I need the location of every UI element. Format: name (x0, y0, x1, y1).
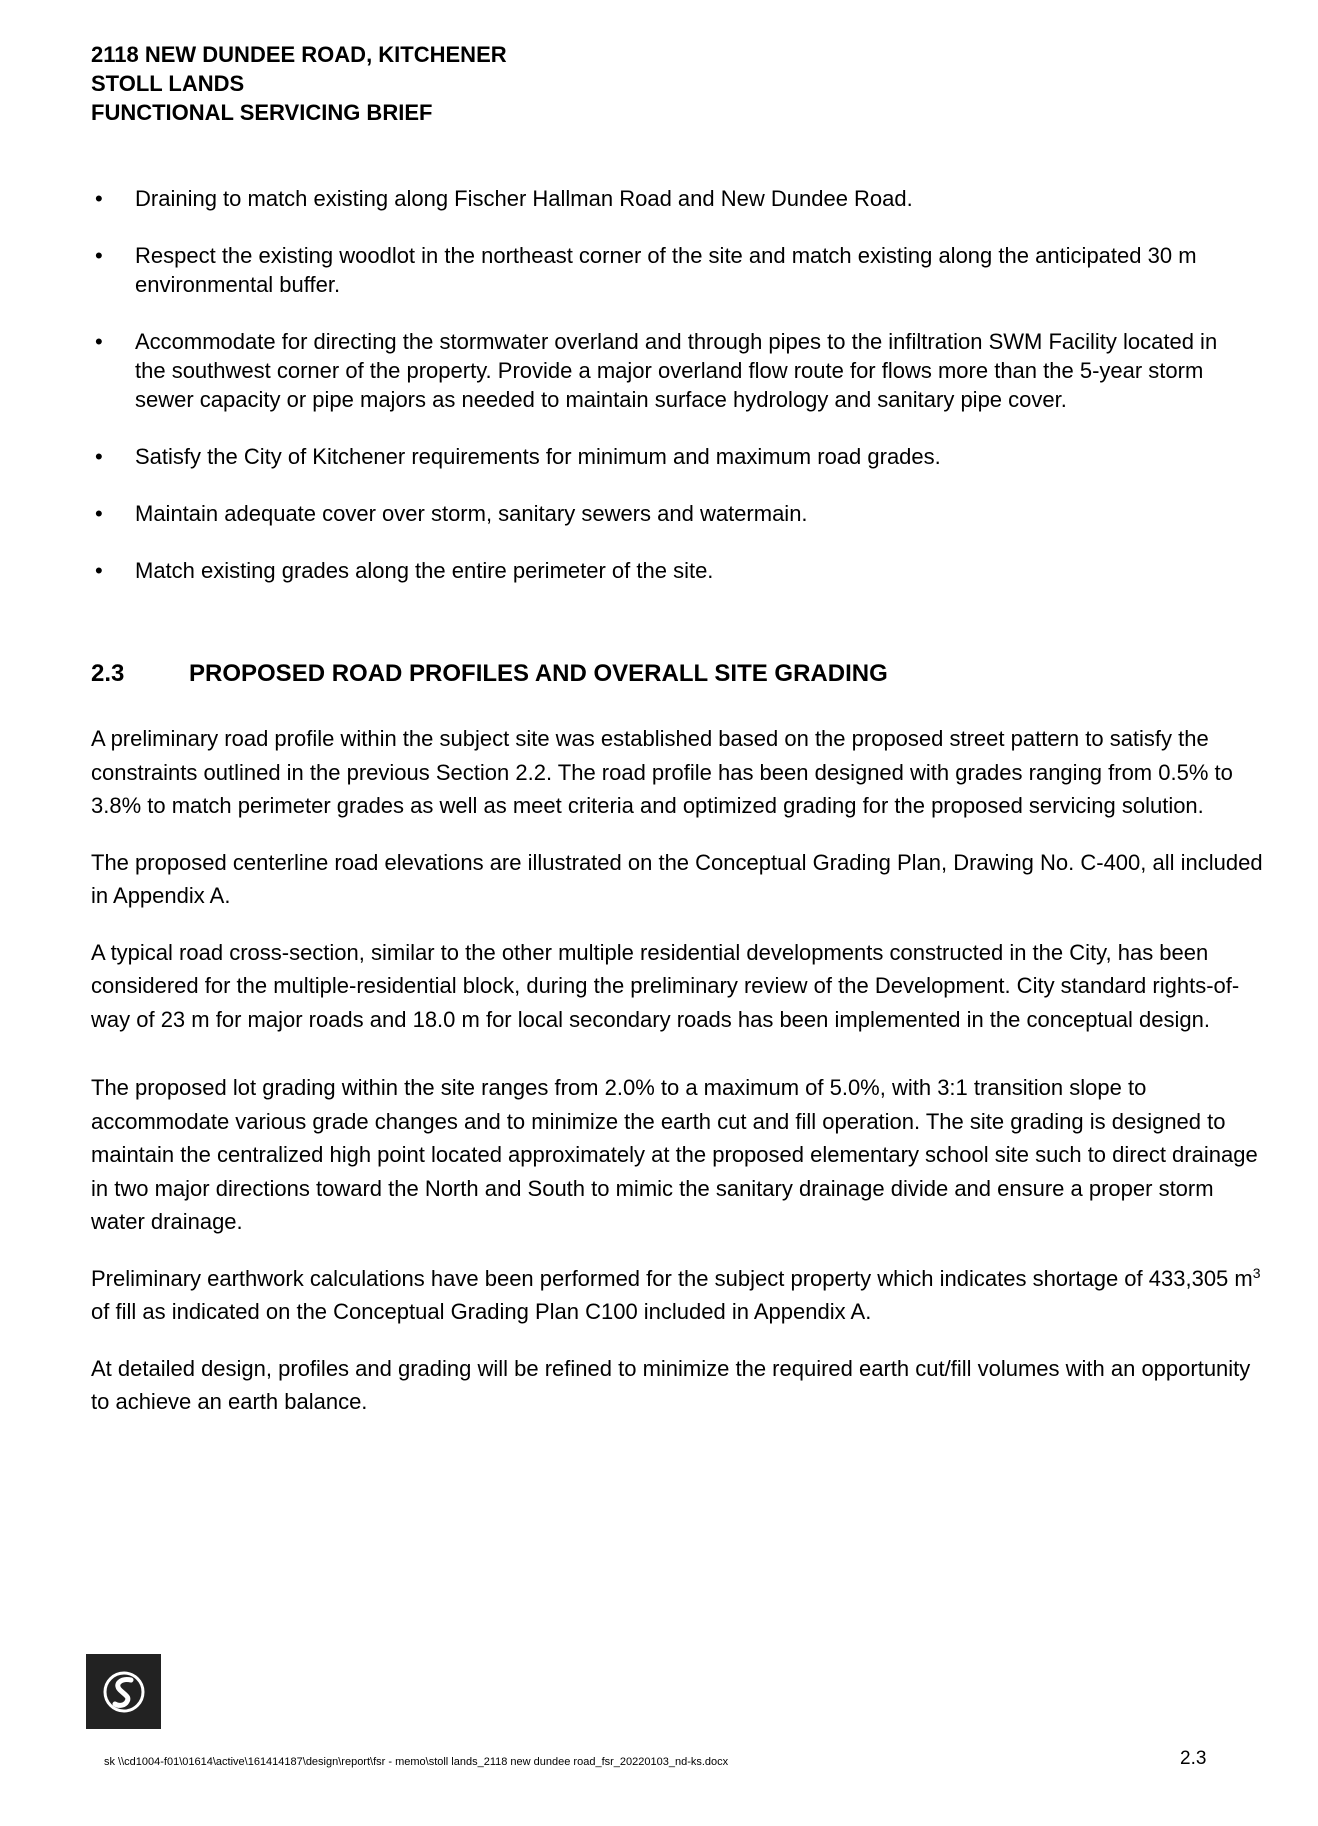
logo-mark-icon (101, 1669, 147, 1715)
paragraph-lot-grading: The proposed lot grading within the site ranges from 2.0% to a maximum of 5.0%, with 3:1 transition slope to accommodate various grade changes and to minimize the earth cut and fill operation. The site grading is designed to maintain the centralized high point located approximately at the proposed elementary school site such to direct drainage in two major directions toward the North and South to mimic the sanitary drainage divide and ensure a proper storm water drainage. (91, 1075, 1258, 1234)
bullet-text: Draining to match existing along Fischer Hallman Road and New Dundee Road. (135, 186, 913, 211)
bullet-list (91, 184, 1241, 613)
section-number: 2.3 (91, 660, 125, 687)
bullet-text: Satisfy the City of Kitchener requirements for minimum and maximum road grades. (135, 444, 941, 469)
earthwork-text-start: Preliminary earthwork calculations have been performed for the subject property which indicates shortage of 433,305 m (91, 1265, 1253, 1291)
paragraph-cross-section: A typical road cross-section, similar to the other multiple residential developments constructed in the City, has been considered for the multiple-residential block, during the preliminary review of the Development. City standard rights-of-way of 23 m for major roads and 18.0 m for local secondary roads has been implemented in the conceptual design. (91, 939, 1240, 1032)
header-project: STOLL LANDS (91, 71, 245, 96)
bullet-text: Maintain adequate cover over storm, sanitary sewers and watermain. (135, 501, 808, 526)
header-address: 2118 NEW DUNDEE ROAD, KITCHENER (91, 42, 507, 67)
section-body (91, 722, 1271, 1442)
bullet-icon: • (95, 329, 103, 354)
list-item (91, 327, 1241, 414)
list-item (91, 442, 1241, 471)
header-doc-type: FUNCTIONAL SERVICING BRIEF (91, 100, 433, 125)
footer-file-path: sk \\cd1004-f01\01614\active\161414187\design\report\fsr - memo\stoll lands_2118 new dundee road_fsr_20220103_nd-ks.docx (104, 1756, 729, 1768)
bullet-icon: • (95, 558, 103, 583)
list-item (91, 184, 1241, 213)
list-item (91, 241, 1241, 299)
bullet-text: Accommodate for directing the stormwater overland and through pipes to the infiltration SWM Facility located in the southwest corner of the property. Provide a major overland flow route for flows more than the 5-year storm sewer capacity or pipe majors as needed to maintain surface hydrology and sanitary pipe cover. (135, 329, 1218, 412)
bullet-text: Respect the existing woodlot in the northeast corner of the site and match existing along the anticipated 30 m environmental buffer. (135, 243, 1197, 297)
document-header (91, 40, 507, 127)
bullet-icon: • (95, 186, 103, 211)
section-title: PROPOSED ROAD PROFILES AND OVERALL SITE GRADING (189, 660, 888, 687)
paragraph-earthwork (91, 1262, 1271, 1329)
paragraph-centerline-elevations: The proposed centerline road elevations are illustrated on the Conceptual Grading Plan, Drawing No. C-400, all included in Appendix A. (91, 849, 1263, 908)
cubic-superscript: 3 (1252, 1264, 1261, 1281)
list-item (91, 556, 1241, 585)
paragraph-road-profile: A preliminary road profile within the subject site was established based on the proposed street pattern to satisfy the constraints outlined in the previous Section 2.2. The road profile has been designed with grades ranging from 0.5% to 3.8% to match perimeter grades as well as meet criteria and optimized grading for the proposed servicing solution. (91, 726, 1233, 818)
list-item (91, 499, 1241, 528)
earthwork-text-end: of fill as indicated on the Conceptual Grading Plan C100 included in Appendix A. (91, 1299, 872, 1324)
stantec-logo-icon (86, 1654, 161, 1729)
section-heading (91, 659, 888, 689)
bullet-icon: • (95, 444, 103, 469)
bullet-icon: • (95, 501, 103, 526)
bullet-icon: • (95, 243, 103, 268)
paragraph-detailed-design: At detailed design, profiles and grading will be refined to minimize the required earth cut/fill volumes with an opportunity to achieve an earth balance. (91, 1355, 1251, 1414)
bullet-text: Match existing grades along the entire perimeter of the site. (135, 558, 714, 583)
page-number: 2.3 (1180, 1748, 1207, 1769)
